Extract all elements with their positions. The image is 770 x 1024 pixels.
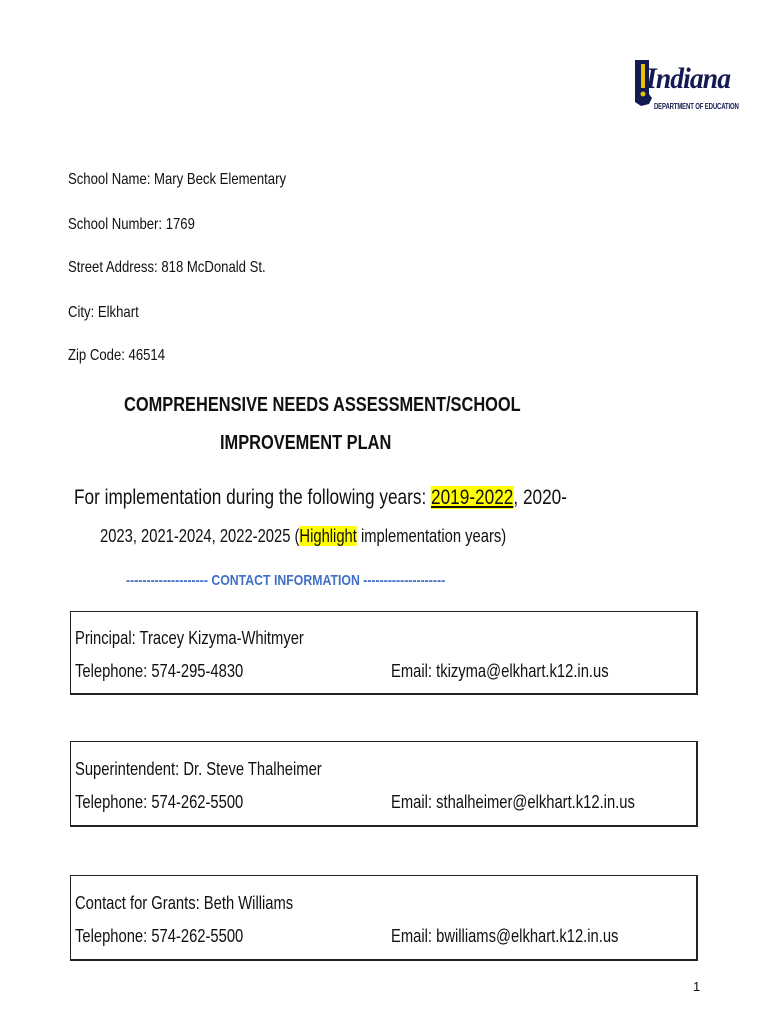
principal-telephone: Telephone: 574-295-4830 xyxy=(75,661,244,681)
document-title-line-2: IMPROVEMENT PLAN xyxy=(220,432,392,454)
zip-code-line: Zip Code: 46514 xyxy=(68,347,166,364)
school-name-line: School Name: Mary Beck Elementary xyxy=(68,171,287,188)
highlighted-years: 2019-2022 xyxy=(431,486,514,509)
superintendent-contact-box xyxy=(70,741,698,827)
implementation-after-highlight: , 2020- xyxy=(513,486,567,509)
implementation-years-line-1 xyxy=(74,486,675,510)
logo-wordmark: Indiana xyxy=(646,62,731,95)
superintendent-email: Email: sthalheimer@elkhart.k12.in.us xyxy=(391,792,635,812)
implementation-line2-end: implementation years) xyxy=(356,526,507,546)
contact-information-header: -------------------- CONTACT INFORMATION -------------------- xyxy=(126,572,446,589)
grants-contact-email: Email: bwilliams@elkhart.k12.in.us xyxy=(391,926,619,946)
grants-contact-box xyxy=(70,875,698,961)
page-number: 1 xyxy=(693,979,701,994)
logo-department-text: DEPARTMENT OF EDUCATION xyxy=(654,102,739,111)
grants-contact-telephone: Telephone: 574-262-5500 xyxy=(75,926,244,946)
principal-name: Principal: Tracey Kizyma-Whitmyer xyxy=(75,628,304,648)
superintendent-telephone: Telephone: 574-262-5500 xyxy=(75,792,244,812)
city-line: City: Elkhart xyxy=(68,304,139,321)
grants-contact-name: Contact for Grants: Beth Williams xyxy=(75,893,294,913)
principal-contact-box xyxy=(70,611,698,695)
implementation-prefix: For implementation during the following years: xyxy=(74,486,432,509)
implementation-years-line-2 xyxy=(100,526,595,547)
superintendent-name: Superintendent: Dr. Steve Thalheimer xyxy=(75,759,322,779)
highlight-word: Highlight xyxy=(299,526,357,546)
school-number-line: School Number: 1769 xyxy=(68,216,195,233)
street-address-line: Street Address: 818 McDonald St. xyxy=(68,259,266,276)
implementation-line2-start: 2023, 2021-2024, 2022-2025 ( xyxy=(100,526,300,546)
indiana-doe-logo xyxy=(632,58,742,114)
document-title-line-1: COMPREHENSIVE NEEDS ASSESSMENT/SCHOOL xyxy=(124,394,521,416)
principal-email: Email: tkizyma@elkhart.k12.in.us xyxy=(391,661,609,681)
